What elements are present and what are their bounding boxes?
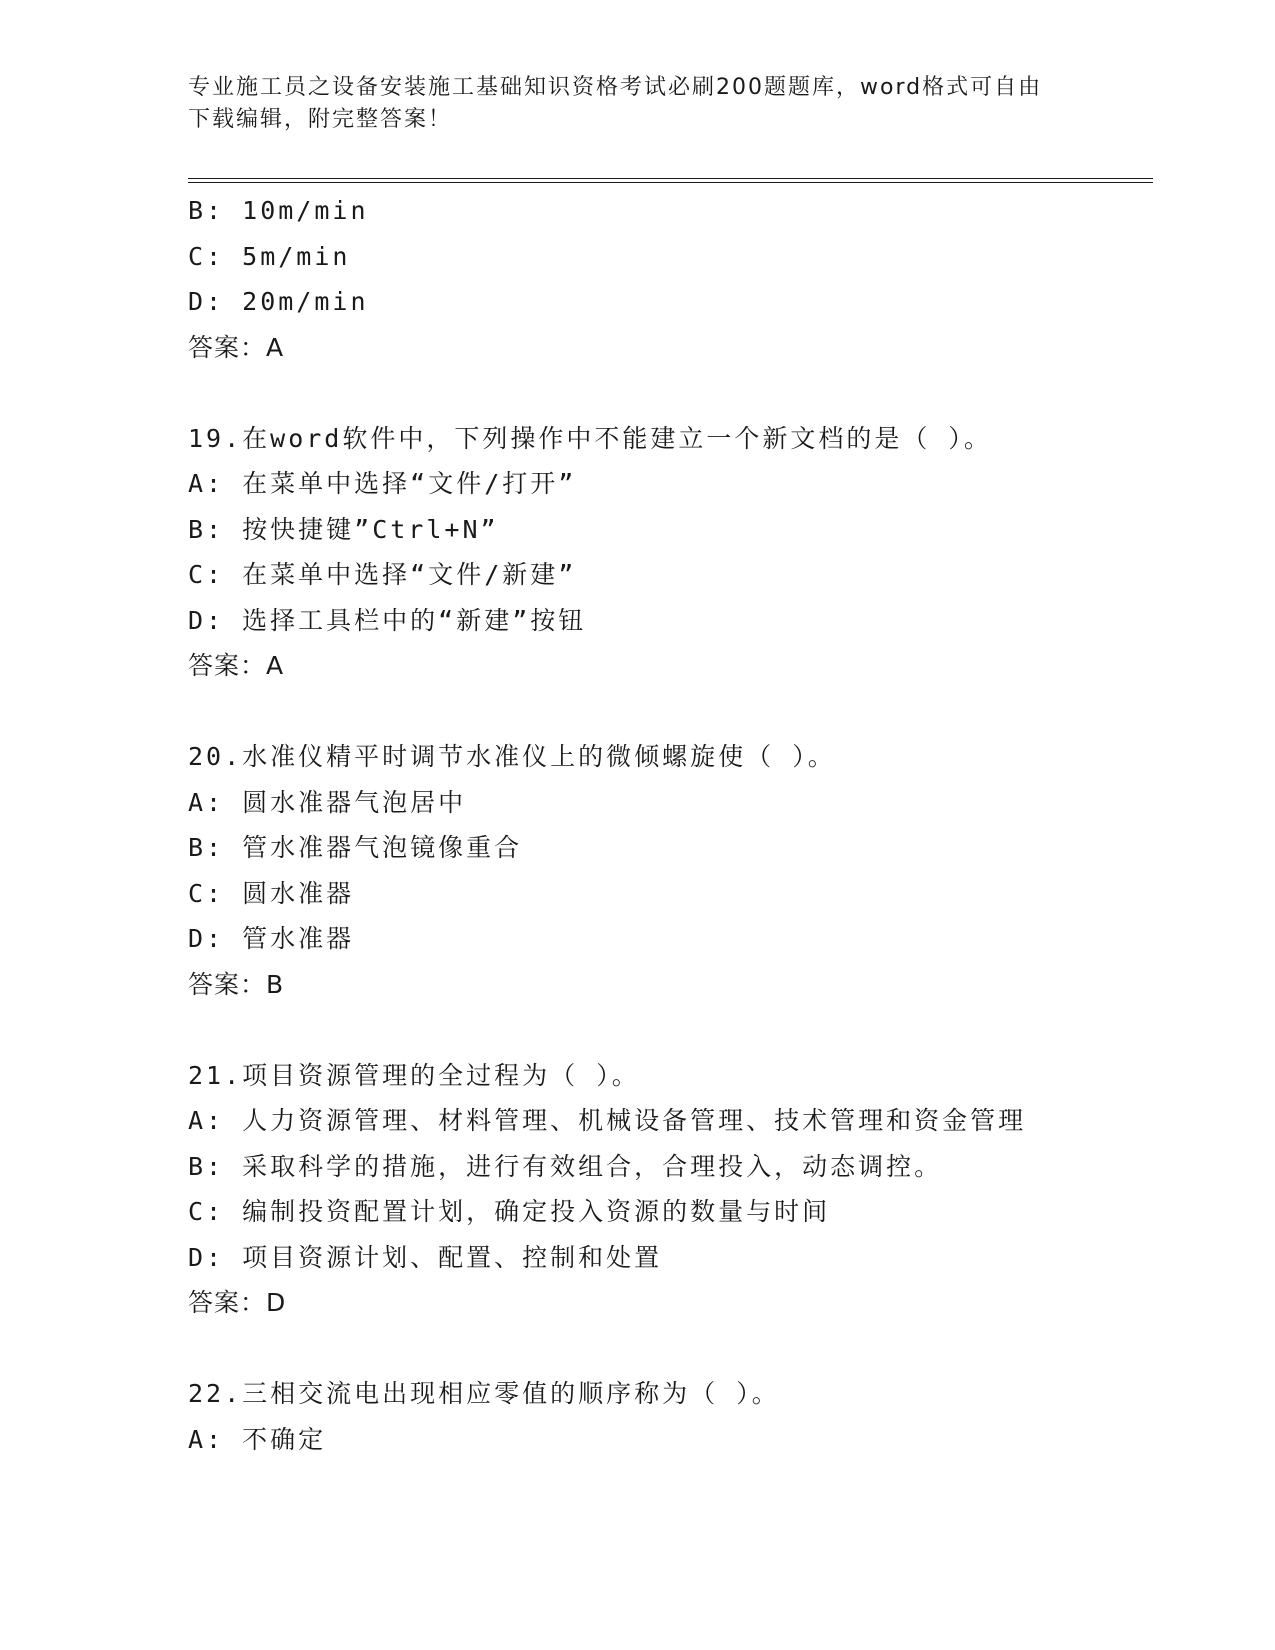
option-a: A: 人力资源管理、材料管理、机械设备管理、技术管理和资金管理: [188, 1106, 1027, 1135]
option-b: B: 采取科学的措施，进行有效组合，合理投入，动态调控。: [188, 1151, 943, 1181]
option-b: B: 管水准器气泡镜像重合: [188, 833, 523, 862]
spacer: [188, 370, 1148, 416]
answer-line: 答案：D: [188, 1288, 287, 1317]
question-stem: 21.项目资源管理的全过程为（ ）。: [188, 1060, 640, 1090]
header-line-1: 专业施工员之设备安装施工基础知识资格考试必刷200题题库，word格式可自由: [188, 75, 1043, 100]
answer-line: 答案：B: [188, 969, 285, 999]
option-c: C: 圆水准器: [188, 878, 355, 908]
option-c: C: 编制投资配置计划，确定投入资源的数量与时间: [188, 1197, 831, 1226]
answer-line: 答案：A: [188, 651, 285, 680]
option-b: B: 10m/min: [188, 196, 369, 225]
option-d: D: 选择工具栏中的“新建”按钮: [188, 605, 587, 635]
question-stem: 22.三相交流电出现相应零值的顺序称为（ ）。: [188, 1379, 780, 1408]
option-d: D: 管水准器: [188, 924, 355, 953]
option-d: D: 20m/min: [188, 287, 369, 316]
header-divider-top: [188, 178, 1153, 179]
question-block-21: [188, 1053, 1148, 1326]
question-list: [188, 188, 1148, 1462]
option-a: A: 圆水准器气泡居中: [188, 787, 467, 817]
option-d: D: 项目资源计划、配置、控制和处置: [188, 1242, 663, 1272]
answer-line: 答案：A: [188, 332, 285, 362]
question-block-19: [188, 416, 1148, 689]
option-c: C: 在菜单中选择“文件/新建”: [188, 560, 577, 589]
header-divider-bottom: [188, 182, 1153, 183]
question-block-22: [188, 1371, 1148, 1462]
question-stem: 19.在word软件中，下列操作中不能建立一个新文档的是（ ）。: [188, 423, 992, 453]
option-a: A: 不确定: [188, 1424, 327, 1454]
option-a: A: 在菜单中选择“文件/打开”: [188, 469, 577, 498]
option-b: B: 按快捷键”Ctrl+N”: [188, 514, 499, 544]
header-line-2: 下载编辑，附完整答案！: [188, 107, 453, 132]
document-header: [188, 72, 1088, 136]
spacer: [188, 1326, 1148, 1372]
question-stem: 20.水准仪精平时调节水准仪上的微倾螺旋使（ ）。: [188, 742, 836, 771]
spacer: [188, 1007, 1148, 1053]
question-block-18: [188, 188, 1148, 370]
spacer: [188, 689, 1148, 735]
question-block-20: [188, 734, 1148, 1007]
option-c: C: 5m/min: [188, 241, 351, 271]
